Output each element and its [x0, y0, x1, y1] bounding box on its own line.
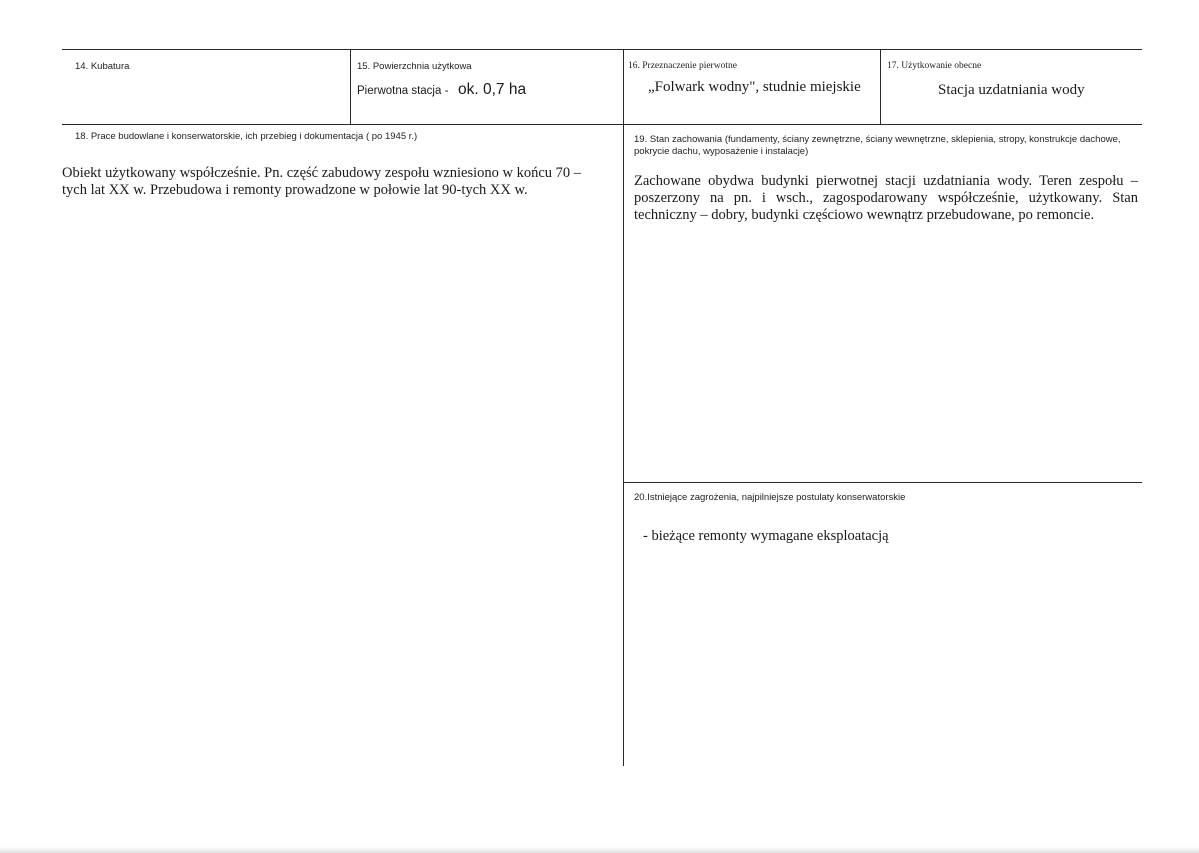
divider-16-17	[880, 49, 881, 124]
field-18-label: 18. Prace budowlane i konserwatorskie, ich przebieg i dokumentacja ( po 1945 r.)	[75, 131, 418, 142]
field-15-prefix: Pierwotna stacja -	[357, 85, 449, 97]
field-15-value: ok. 0,7 ha	[458, 81, 527, 98]
divider-14-15	[350, 49, 351, 124]
divider-main	[623, 49, 624, 766]
field-17-label: 17. Użytkowanie obecne	[887, 61, 982, 71]
field-19-label: 19. Stan zachowania (fundamenty, ściany zewnętrzne, ściany wewnętrzne, sklepienia, stropy, konstrukcje dachowe, pokrycie dachu, wyposażenie i instalacje)	[634, 134, 1121, 157]
field-18-text: Obiekt użytkowany współcześnie. Pn. część zabudowy zespołu wzniesiono w końcu 70 – tych lat XX w. Przebudowa i remonty prowadzone w połowie lat 90-tych XX w.	[62, 165, 582, 198]
field-15-label: 15. Powierzchnia użytkowa	[357, 61, 472, 72]
field-19-text: Zachowane obydwa budynki pierwotnej stacji uzdatniania wody. Teren zespołu – poszerzony na pn. i wsch., zagospodarowany współcześnie, użytkowany. Stan techniczny – dobry, budynki częściowo wewnątrz przebudowane, po remoncie.	[634, 173, 1138, 223]
field-16-value: „Folwark wodny", studnie miejskie	[648, 79, 861, 95]
field-16-label: 16. Przeznaczenie pierwotne	[628, 61, 737, 71]
field-20-top-border	[623, 482, 1142, 483]
field-14-label: 14. Kubatura	[75, 61, 130, 72]
field-20-text: - bieżące remonty wymagane eksploatacją	[643, 528, 889, 544]
field-20-label: 20.Istniejące zagrożenia, najpilniejsze postulaty konserwatorskie	[634, 492, 906, 503]
form-top-border	[62, 49, 1142, 50]
scan-bottom-edge	[0, 847, 1199, 853]
header-row-bottom-border	[62, 124, 1142, 125]
field-17-value: Stacja uzdatniania wody	[938, 82, 1085, 98]
